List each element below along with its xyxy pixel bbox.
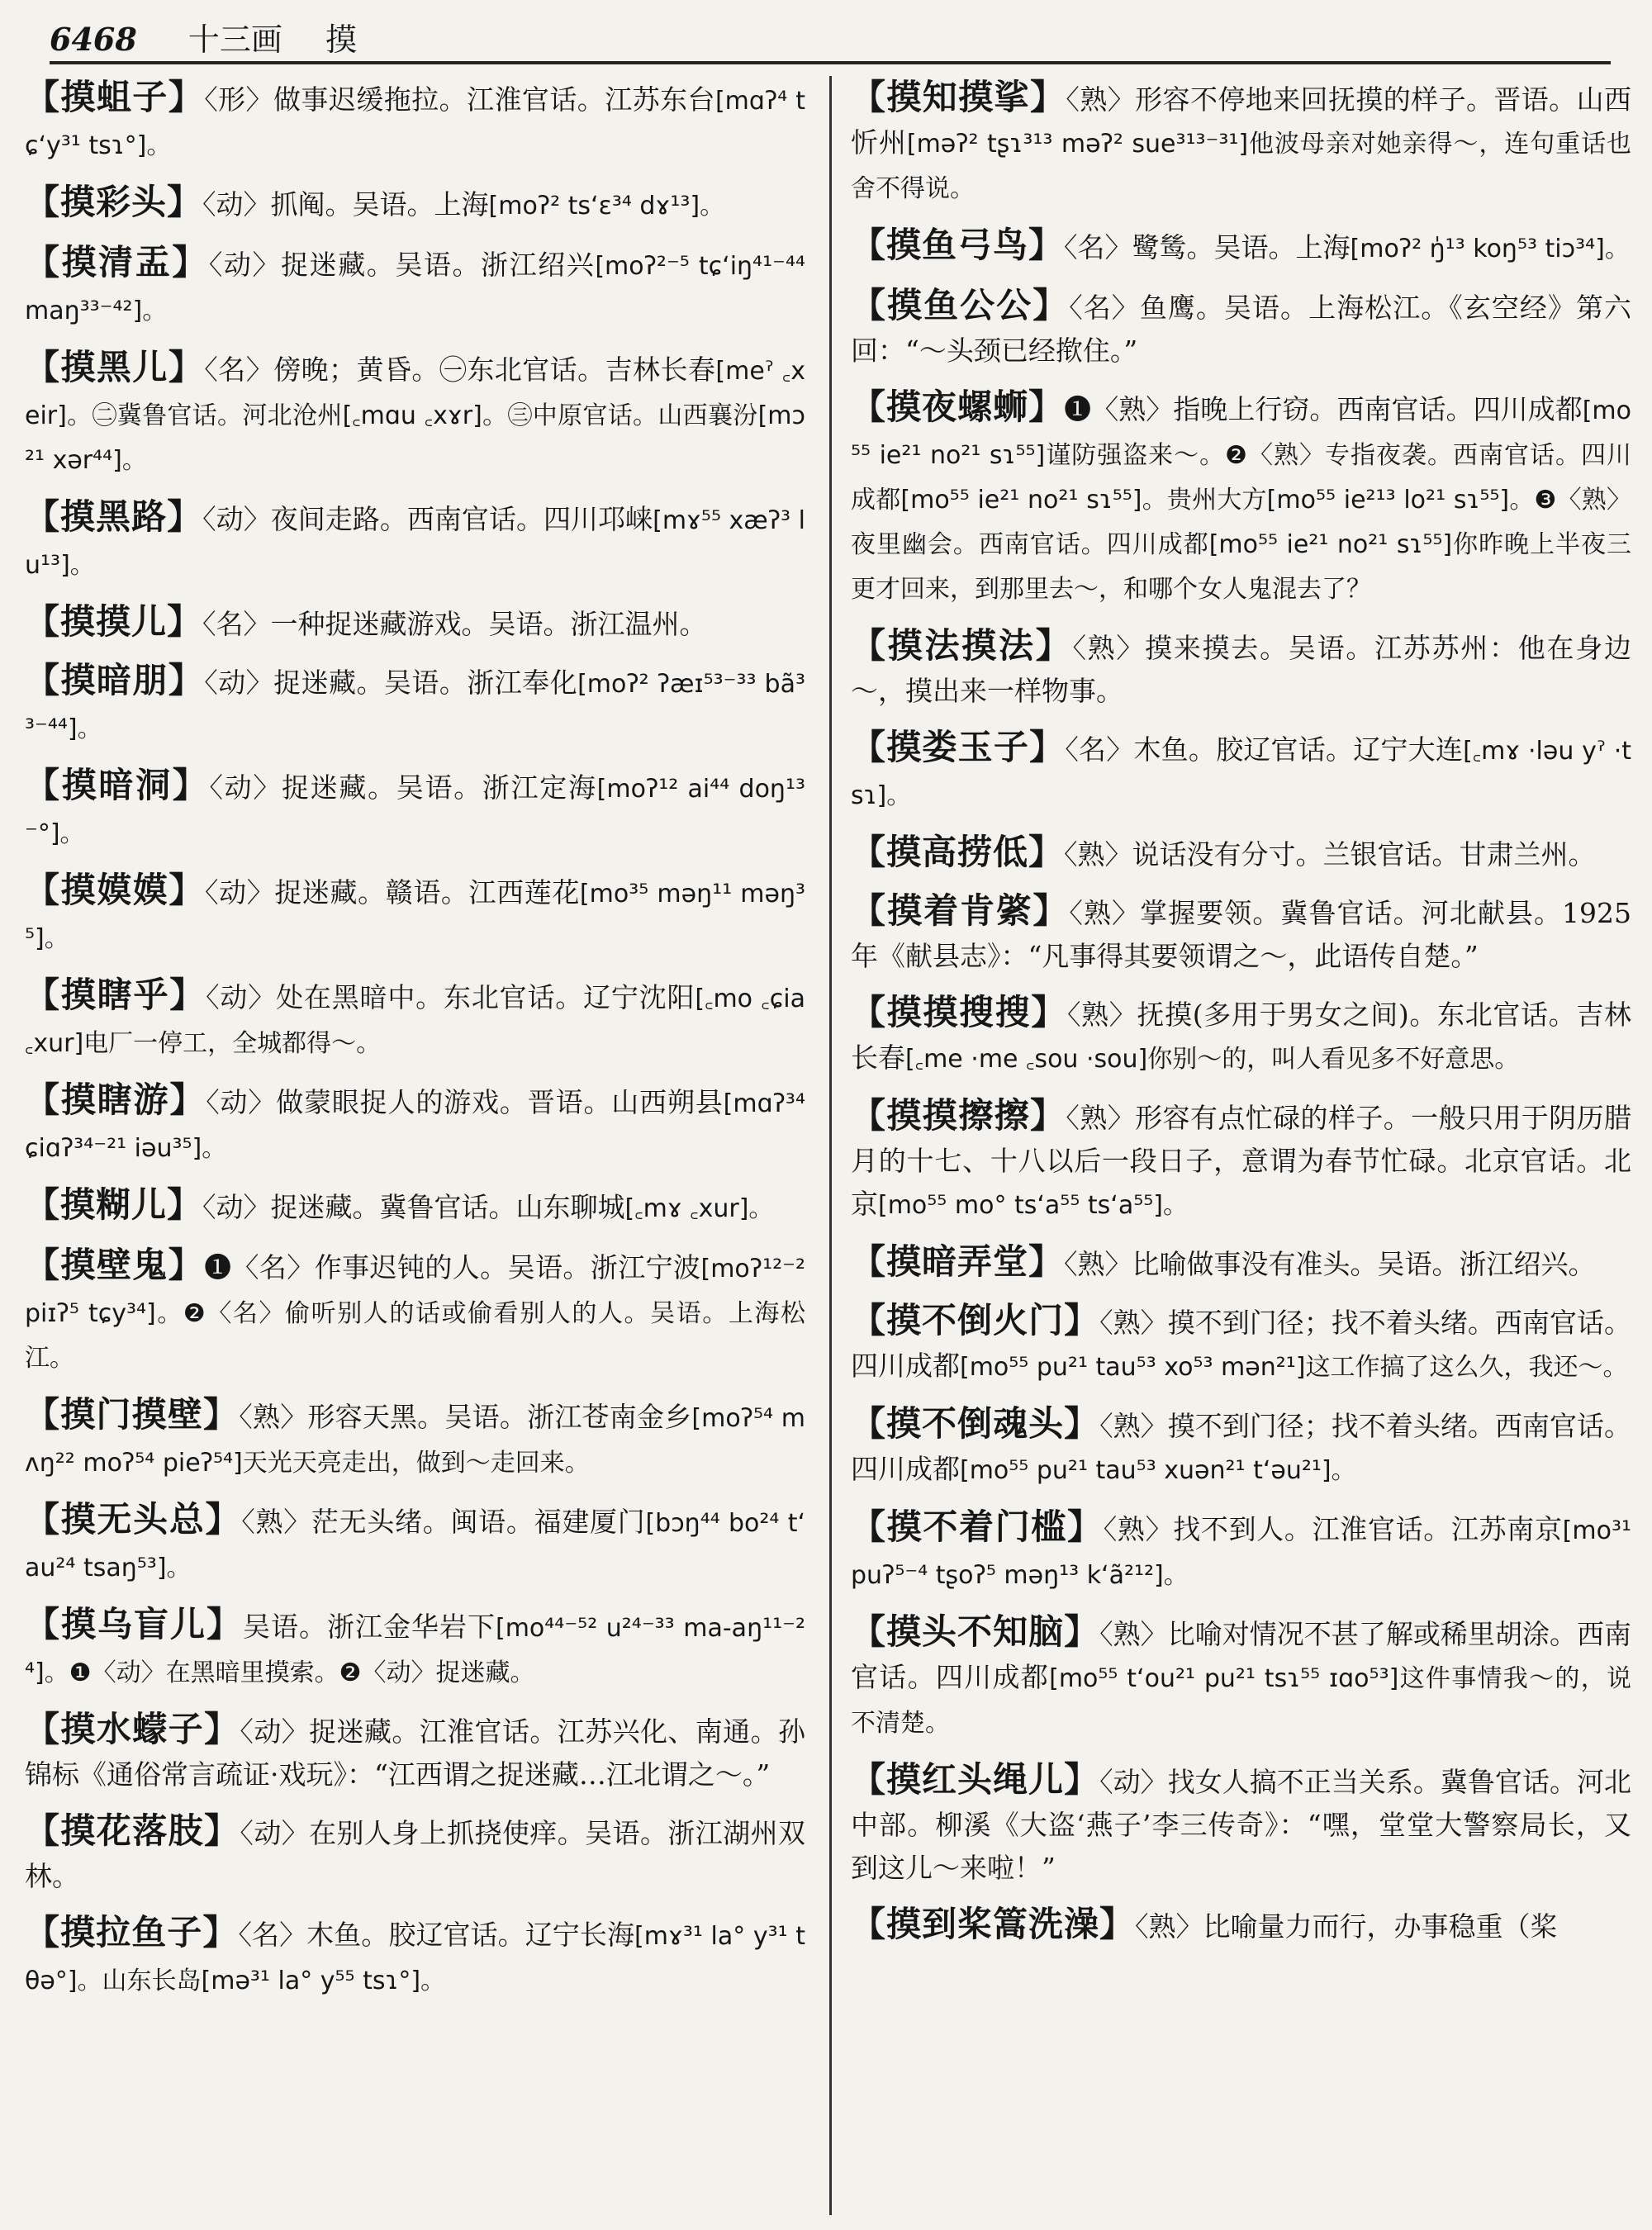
dictionary-entry [25,1244,805,1380]
dictionary-entry [25,1708,805,1796]
entry-headword: 【摸拉鱼子】 [25,1912,239,1952]
entry-headword: 【摸彩头】 [25,182,203,222]
entry-headword: 【摸暗朋】 [25,660,205,700]
dictionary-entry [851,1611,1631,1745]
entry-pronunciation: [mo⁵⁵ pu²¹ tau⁵³ xuən²¹ tʻəu²¹]。 [960,1456,1356,1485]
entry-pronunciation: [moʔ²⁻⁵ tɕʻiŋ⁴¹⁻⁴⁴ maŋ³³⁻⁴²]。 [25,252,805,325]
dictionary-entry [25,600,805,646]
entry-headword: 【摸着肯綮】 [851,890,1070,931]
entry-definition: 〈熟〉形容天黑。吴语。浙江苍南金乡 [239,1401,692,1433]
entry-headword: 【摸乌盲儿】 [25,1604,243,1644]
entry-pronunciation: [mo³⁵ məŋ¹¹ məŋ³⁵]。 [25,880,805,953]
dictionary-entry [25,659,805,751]
entry-pronunciation: [bɔŋ⁴⁴ bo²⁴ tʻau²⁴ tsaŋ⁵³]。 [25,1509,805,1582]
entry-pronunciation: [mɤ⁵⁵ xæʔ³ lu¹³]。 [25,506,805,580]
entry-definition: 〈动〉捉迷藏。赣语。江西莲花 [205,876,580,909]
entry-definition: 〈名〉傍晚；黄昏。㊀东北官话。吉林长春 [204,353,716,386]
left-column [25,76,805,2215]
entry-headword: 【摸黑儿】 [25,347,205,387]
dictionary-entry [851,726,1631,818]
entry-pronunciation: [꜀me ·me ꜀sou ·sou]你别～的，叫人看见多不好意思。 [905,1045,1520,1074]
entry-headword: 【摸瞎乎】 [25,975,206,1015]
entry-definition: 〈动〉做蒙眼捉人的游戏。晋语。山西朔县 [206,1086,724,1118]
entry-pronunciation: [mo³¹ puʔ⁵⁻⁴ tʂoʔ⁵ məŋ¹³ kʻã²¹²]。 [851,1516,1631,1590]
entry-pronunciation: [moʔ¹²⁻² piɪʔ⁵ tɕy³⁴]。❷〈名〉偷听别人的话或偷看别人的人。吴语。上海松江。 [25,1255,805,1373]
dictionary-entry [851,1758,1631,1890]
entry-headword: 【摸水蠓子】 [25,1709,240,1749]
right-column [851,76,1631,2215]
entry-pronunciation: [mɤ³¹ la° y³¹ tθə°]。山东长岛[mə³¹ la° y⁵⁵ tsɿ°]。 [25,1922,805,1995]
entry-headword: 【摸红头绳儿】 [851,1759,1100,1800]
entry-definition: 〈熟〉比喻对情况不甚了解或稀里胡涂。西南官话。四川成都 [851,1618,1631,1693]
entry-headword: 【摸瞎游】 [25,1079,206,1120]
entry-definition: 〈名〉木鱼。胶辽官话。辽宁长海 [238,1919,635,1951]
entry-headword: 【摸暗弄堂】 [851,1241,1065,1282]
dictionary-entry [25,974,805,1065]
entry-definition: ❶〈熟〉指晚上行窃。西南官话。四川成都 [1064,393,1583,425]
entry-definition: 〈动〉捉迷藏。冀鲁官话。山东聊城 [202,1191,625,1223]
entry-definition: 〈熟〉比喻做事没有准头。吴语。浙江绍兴。 [1064,1248,1596,1280]
dictionary-entry [851,1241,1631,1286]
header-character: 摸 [325,21,357,58]
column-divider [829,76,832,2215]
dictionary-entry [25,1393,805,1485]
entry-definition: 〈动〉捉迷藏。吴语。浙江绍兴 [208,249,596,281]
dictionary-entry [851,991,1631,1081]
section-label: 十三画 [188,21,282,58]
entry-definition: 〈熟〉摸来摸去。吴语。江苏苏州：他在身边～，摸出来一样物事。 [851,632,1631,707]
dictionary-entry [851,1299,1631,1389]
entry-definition: 〈名〉木鱼。胶辽官话。辽宁大连 [1065,733,1464,766]
dictionary-entry [851,284,1631,372]
entry-headword: 【摸不倒火门】 [851,1300,1100,1340]
entry-pronunciation: [mo⁵⁵ tʻou²¹ pu²¹ tsɿ⁵⁵ ɪɑo⁵³]这件事情我～的，说不清楚。 [851,1664,1631,1738]
entry-headword: 【摸头不知脑】 [851,1611,1100,1652]
entry-pronunciation: [mo⁴⁴⁻⁵² u²⁴⁻³³ ma-aŋ¹¹⁻²⁴]。❶〈动〉在黑暗里摸索。❷〈动〉捉迷藏。 [25,1614,805,1687]
dictionary-entry [851,624,1631,713]
entry-pronunciation: [mo⁵⁵ ie²¹ no²¹ sɿ⁵⁵]谨防强盗来～。❷〈熟〉专指夜袭。西南官话。四川成都[mo⁵⁵ ie²¹ no²¹ sɿ⁵⁵]。贵州大方[mo⁵⁵ ie²¹³ lo²¹ sɿ⁵⁵]。❸〈熟〉夜里幽会。西南官话。四川成都[mo⁵⁵ ie²¹ no²¹ sɿ⁵⁵]你昨晚上半夜三更才回来，到那里去～，和哪个女人鬼混去了？ [851,396,1631,604]
dictionary-entry [851,1094,1631,1227]
entry-headword: 【摸摸搜搜】 [851,992,1067,1032]
entry-pronunciation: [moʔ² tsʻɛ³⁴ dɤ¹³]。 [488,192,725,221]
dictionary-entry [25,76,805,168]
entry-headword: 【摸不倒魂头】 [851,1403,1100,1444]
entry-definition: 〈熟〉抚摸(多用于男女之间)。东北官话。吉林长春 [851,999,1631,1074]
entry-definition: 〈熟〉说话没有分寸。兰银官话。甘肃兰州。 [1064,838,1596,871]
dictionary-entry [25,869,805,961]
entry-headword: 【摸法摸法】 [851,625,1073,666]
dictionary-entry [25,764,805,856]
dictionary-entry [851,1506,1631,1597]
entry-headword: 【摸娄玉子】 [851,727,1066,767]
entry-pronunciation: [mɑʔ³⁴ ɕiɑʔ³⁴⁻²¹ iəu³⁵]。 [25,1089,805,1163]
entry-pronunciation: [mɑʔ⁴ tɕʻy³¹ tsɿ°]。 [25,87,805,160]
entry-definition: 〈熟〉比喻量力而行，办事稳重（桨 [1135,1910,1558,1943]
entry-headword: 【摸鱼公公】 [851,285,1070,325]
entry-headword: 【摸清盂】 [25,242,209,282]
entry-definition: 〈动〉捉迷藏。江淮官话。江苏兴化、南通。孙锦标《通俗常言疏证·戏玩》：“江西谓之捉迷藏…江北谓之～。” [25,1715,805,1791]
entry-definition: 〈动〉处在黑暗中。东北官话。辽宁沈阳 [206,981,695,1013]
entry-pronunciation: [꜀mo ꜀ɕia ꜀xur]电厂一停工，全城都得～。 [25,985,805,1058]
entry-pronunciation: [mo⁵⁵ mo° tsʻa⁵⁵ tsʻa⁵⁵]。 [878,1191,1188,1220]
dictionary-entry [851,224,1631,271]
dictionary-entry [25,181,805,228]
entry-pronunciation: [꜀mɤ ꜀xur]。 [624,1194,774,1223]
dictionary-entry [25,1079,805,1170]
entry-definition: 〈熟〉摸不到门径；找不着头绪。西南官话。四川成都 [851,1410,1631,1485]
dictionary-entry [25,241,805,333]
entry-pronunciation: [mo⁵⁵ pu²¹ tau⁵³ xo⁵³ mən²¹]这工作搞了这么久，我还～。 [960,1353,1628,1382]
entry-definition: 吴语。浙江金华岩下 [243,1611,496,1643]
dictionary-entry [25,346,805,482]
entry-pronunciation: [məʔ² tʂɿ³¹³ məʔ² sue³¹³⁻³¹]他波母亲对她亲得～，连句重话也舍不得说。 [851,130,1631,203]
dictionary-entry [851,831,1631,876]
dictionary-entry [25,1810,805,1898]
entry-definition: 〈名〉一种捉迷藏游戏。吴语。浙江温州。 [202,608,707,640]
entry-headword: 【摸蛆子】 [25,77,205,117]
dictionary-entry [851,386,1631,611]
entry-headword: 【摸花落肢】 [25,1810,240,1851]
dictionary-entry [851,76,1631,211]
entry-headword: 【摸摸儿】 [25,601,203,642]
dictionary-entry [851,1402,1631,1492]
entry-headword: 【摸暗洞】 [25,765,210,805]
page-header [50,18,1611,64]
entry-definition: 〈熟〉形容不停地来回抚摸的样子。晋语。山西忻州 [851,83,1631,159]
entry-definition: ❶〈名〉作事迟钝的人。吴语。浙江宁波 [204,1251,701,1283]
dictionary-entry [25,1911,805,2003]
entry-headword: 【摸无头总】 [25,1499,242,1540]
entry-definition: 〈熟〉掌握要领。冀鲁官话。河北献县。1925年《献县志》：“凡事得其要领谓之～，此语传自楚。” [851,897,1631,972]
entry-headword: 【摸夜螺蛳】 [851,387,1065,427]
entry-headword: 【摸不着门槛】 [851,1506,1104,1547]
entry-definition: 〈熟〉茫无头绪。闽语。福建厦门 [241,1506,646,1538]
dictionary-entry [25,496,805,587]
entry-definition: 〈动〉捉迷藏。吴语。浙江定海 [209,771,597,804]
entry-definition: 〈动〉捉迷藏。吴语。浙江奉化 [204,667,578,699]
entry-pronunciation: [moʔ² ŋ̍¹³ koŋ⁵³ tiɔ³⁴]。 [1350,235,1630,263]
dictionary-entry [25,1498,805,1590]
entry-headword: 【摸门摸壁】 [25,1394,240,1435]
entry-headword: 【摸高捞低】 [851,832,1065,872]
entry-definition: 〈名〉鱼鹰。吴语。上海松江。《玄空经》第六回：“～头颈已经揿住。” [851,292,1631,367]
dictionary-entry [851,1903,1631,1948]
entry-definition: 〈动〉夜间走路。西南官话。四川邛崃 [202,503,653,535]
entry-definition: 〈动〉找女人搞不正当关系。冀鲁官话。河北中部。柳溪《大盗‘燕子’李三传奇》：“嘿，堂堂大警察局长，又到这儿～来啦！” [851,1766,1631,1884]
entry-definition: 〈动〉在别人身上抓挠使痒。吴语。浙江湖州双林。 [25,1817,805,1892]
dictionary-entry [851,890,1631,978]
entry-pronunciation: [moʔ⁵⁴ mʌŋ²² moʔ⁵⁴ pieʔ⁵⁴]天光天亮走出，做到～走回来。 [25,1404,805,1478]
entry-pronunciation: [꜀mɤ ·ləu yˀ ·tsɿ]。 [851,737,1631,810]
entry-pronunciation: [meˀ ꜀xeir]。㊁冀鲁官话。河北沧州[꜀mɑu ꜀xɤr]。㊂中原官话。山西襄汾[mɔ²¹ xər⁴⁴]。 [25,357,805,475]
entry-headword: 【摸摸擦擦】 [851,1095,1066,1136]
entry-headword: 【摸黑路】 [25,496,203,537]
entry-pronunciation: [moʔ¹² ai⁴⁴ doŋ¹³⁻°]。 [25,775,805,848]
entry-headword: 【摸壁鬼】 [25,1245,205,1285]
entry-headword: 【摸糊儿】 [25,1184,203,1225]
entry-headword: 【摸鱼弓鸟】 [851,225,1065,265]
entry-headword: 【摸知摸挲】 [851,77,1066,117]
entry-headword: 【摸到桨篙洗澡】 [851,1904,1136,1944]
page-number: 6468 [50,21,137,58]
dictionary-entry [25,1603,805,1695]
entry-pronunciation: [moʔ² ʔæɪ⁵³⁻³³ bã³³⁻⁴⁴]。 [25,670,805,743]
entry-definition: 〈形〉做事迟缓拖拉。江淮官话。江苏东台 [204,83,715,116]
entry-definition: 〈名〉鹭鸶。吴语。上海 [1064,231,1351,263]
entry-definition: 〈熟〉摸不到门径；找不着头绪。西南官话。四川成都 [851,1307,1631,1382]
entry-definition: 〈熟〉形容有点忙碌的样子。一般只用于阴历腊月的十七、十八以后一段日子，意谓为春节忙碌。北京官话。北京 [851,1102,1631,1220]
entry-definition: 〈熟〉找不到人。江淮官话。江苏南京 [1103,1513,1563,1545]
entry-definition: 〈动〉抓阄。吴语。上海 [202,188,489,221]
dictionary-entry [25,1184,805,1231]
entry-headword: 【摸嫫嫫】 [25,870,206,910]
